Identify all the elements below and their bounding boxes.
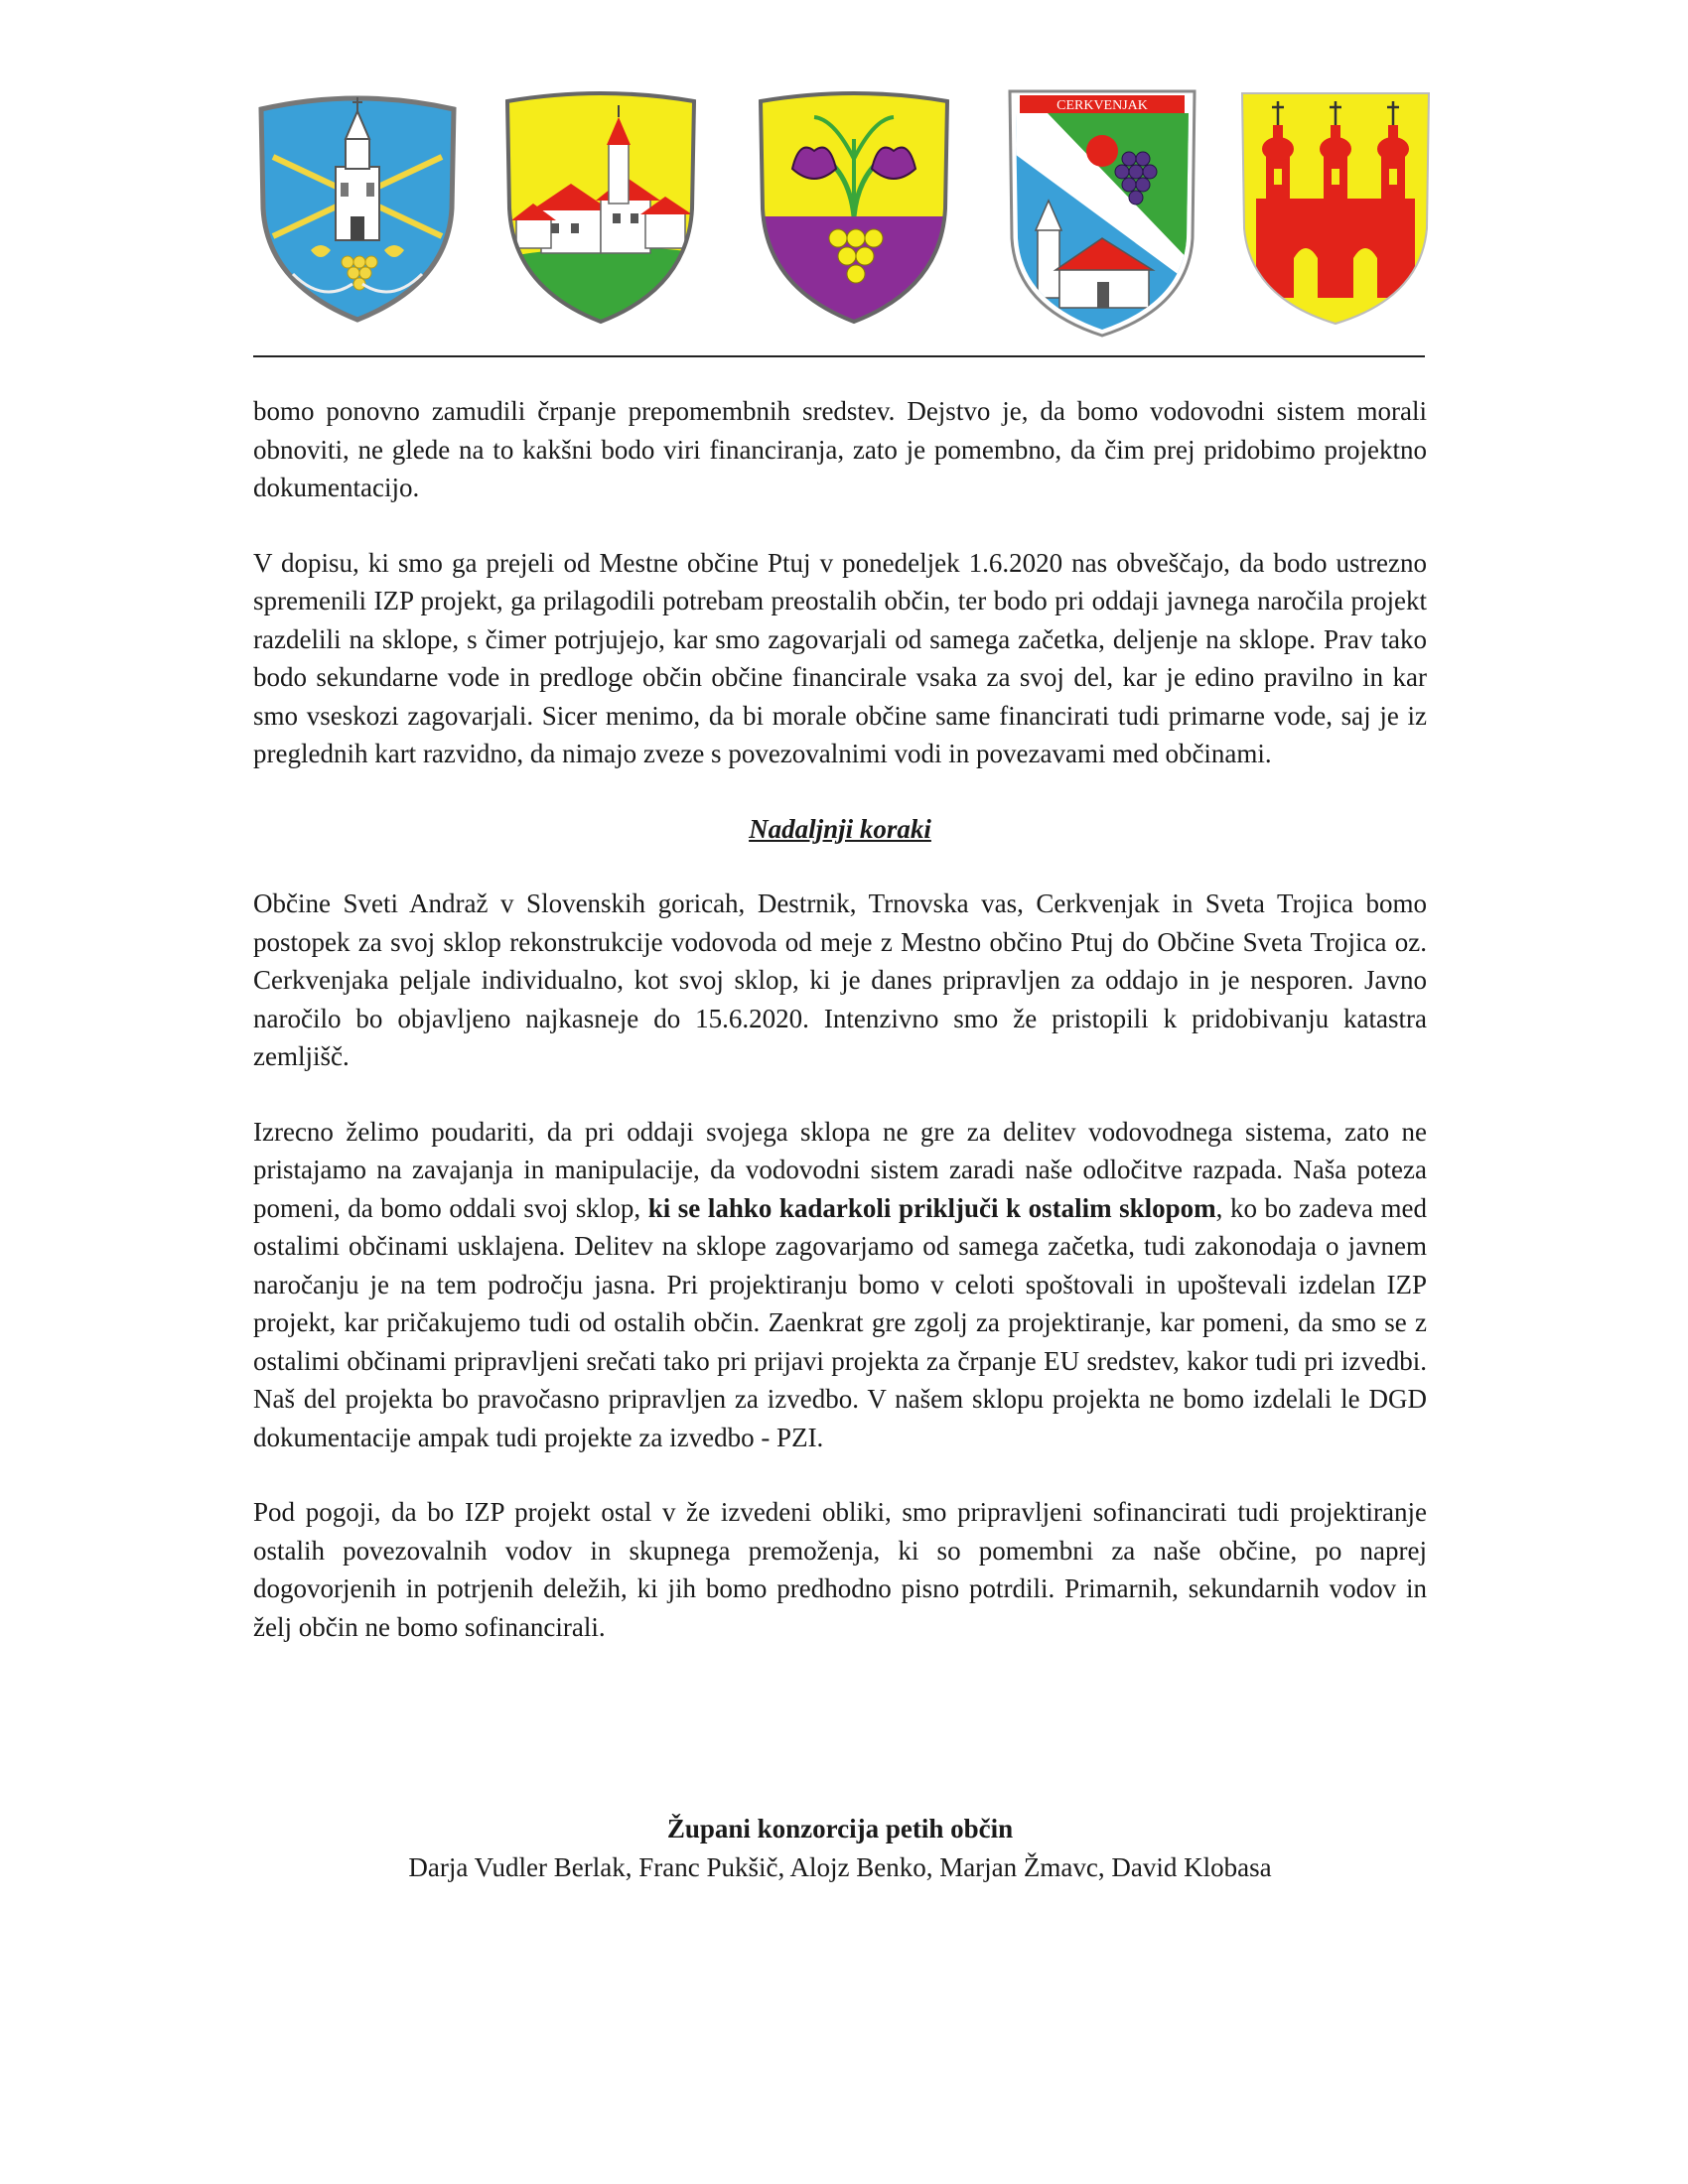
- signature-title: Župani konzorcija petih občin: [666, 1814, 1014, 1843]
- signature-names: Darja Vudler Berlak, Franc Pukšič, Alojz Benko, Marjan Žmavc, David Klobasa: [408, 1852, 1272, 1882]
- coat-of-arms-cerkvenjak-icon: [1008, 89, 1196, 338]
- paragraph-1: bomo ponovno zamudili črpanje prepomembnih sredstev. Dejstvo je, da bomo vodovodni sistem morali obnoviti, ne glede na to kakšni bodo viri financiranja, zato je pomembno, da čim prej pridobimo projektno dokumentacijo.: [253, 396, 1427, 502]
- coat-of-arms-church-blue-icon: [253, 89, 462, 328]
- paragraph-4-part-b: , ko bo zadeva med ostalimi občinami usklajena. Delitev na sklope zagovarjamo od samega začetka, tudi zakonodaja o javnem naročanju je na tem področju jasna. Pri projektiranju bomo v celoti spoštovali in upoštevali izdelan IZP projekt, kar pričakujemo tudi od ostalih občin. Zaenkrat gre zgolj za projektiranje, kar pomeni, da smo se z ostalimi občinami pripravljeni srečati tako pri prijavi projekta za črpanje EU sredstev, kakor tudi pri izvedbi. Naš del projekta bo pravočasno pripravljen za izvedbo. V našem sklopu projekta ne bomo izdelali le DGD dokumentacije ampak tudi projekte za izvedbo - PZI.: [253, 1192, 1427, 1452]
- header-rule: [253, 355, 1425, 357]
- coat-of-arms-flowers-purple-icon: [755, 89, 953, 328]
- paragraph-5: Pod pogoji, da bo IZP projekt ostal v že izvedeni obliki, smo pripravljeni sofinancirati tudi projektiranje ostalih povezovalnih vodov in skupnega premoženja, ki so pomembni za naše občine, po naprej dogovorjenih in potrjenih deležih, ki jih bomo predhodno pisno potrdili. Primarnih, sekundarnih vodov in želj občin ne bomo sofinancirali.: [253, 1497, 1427, 1642]
- section-heading: Nadaljnji koraki: [749, 813, 931, 844]
- paragraph-4-part-a: Izrecno želimo poudariti, da pri oddaji svojega sklopa ne gre za delitev vodovodnega sistema, zato ne pristajamo na zavajanja in manipulacije, da vodovodni sistem zaradi naše odločitve razpada. Naša poteza pomeni, da bomo oddali svoj sklop,: [253, 1116, 1427, 1223]
- crests-row: [248, 89, 1440, 338]
- cerkvenjak-banner-text: CERKVENJAK: [1056, 98, 1148, 113]
- paragraph-4: [253, 1113, 1427, 1457]
- paragraph-3: Občine Sveti Andraž v Slovenskih goricah, Destrnik, Trnovska vas, Cerkvenjak in Sveta Trojica bomo postopek za svoj sklop rekonstrukcije vodovoda od meje z Mestno občino Ptuj do Občine Sveta Trojica oz. Cerkvenjaka peljale individualno, kot svoj sklop, ki je danes pripravljen za oddajo in je nesporen. Javno naročilo bo objavljeno najkasneje do 15.6.2020. Intenzivno smo že pristopili k pridobivanju katastra zemljišč.: [253, 888, 1427, 1071]
- letter-body: [253, 392, 1427, 1683]
- coat-of-arms-three-towers-red-icon: [1236, 89, 1435, 328]
- paragraph-2: V dopisu, ki smo ga prejeli od Mestne občine Ptuj v ponedeljek 1.6.2020 nas obveščajo, da bodo ustrezno spremenili IZP projekt, ga prilagodili potrebam preostalih občin, ter bodo pri oddaji javnega naročila projekt razdelili na sklope, s čimer potrjujejo, kar smo zagovarjali od samega začetka, deljenje na sklope. Prav tako bodo sekundarne vode in predloge občin občine financirale vsaka za svoj del, kar je edino pravilno in kar smo vseskozi zagovarjali. Sicer menimo, da bi morale občine same financirati tudi primarne vode, saj je iz preglednih kart razvidno, da nimajo zveze s povezovalnimi vodi in povezavami med občinami.: [253, 547, 1427, 768]
- coat-of-arms-village-yellow-icon: [501, 89, 700, 328]
- paragraph-4-emphasis: ki se lahko kadarkoli priključi k ostalim sklopom: [647, 1192, 1216, 1223]
